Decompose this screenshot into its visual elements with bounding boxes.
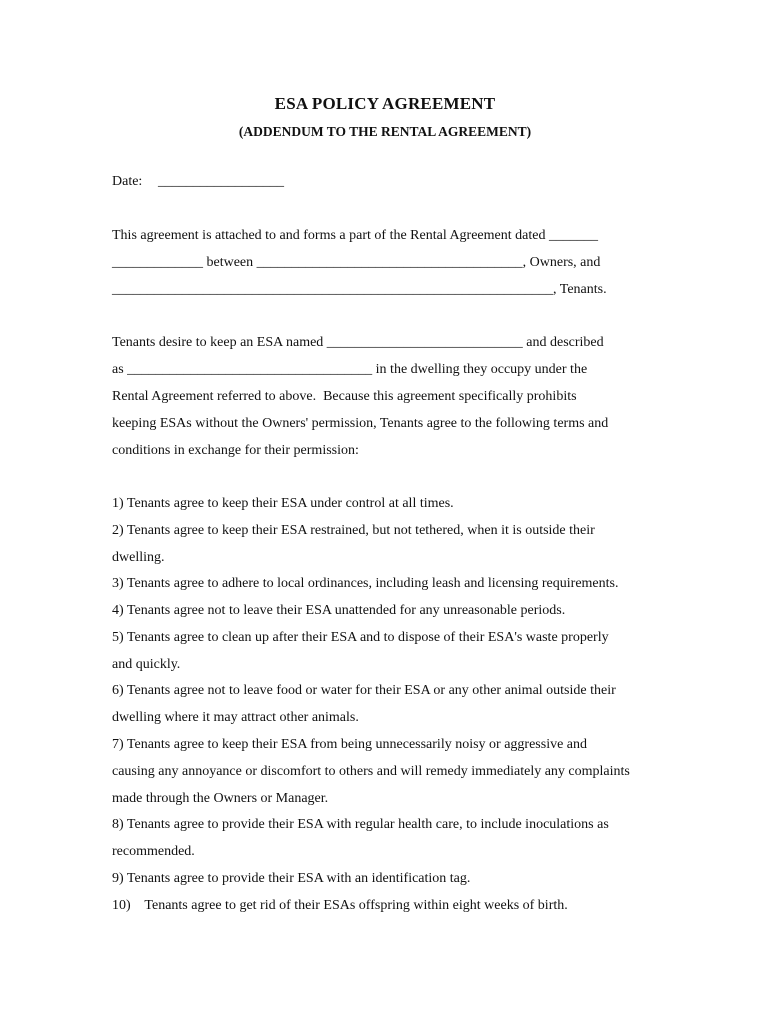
term-line: and quickly.: [112, 657, 181, 672]
term-line: dwelling.: [112, 550, 165, 565]
desire-line: Rental Agreement referred to above. Because this agreement specifically prohibits: [112, 389, 577, 404]
term-line: recommended.: [112, 844, 195, 859]
desire-line: keeping ESAs without the Owners' permission, Tenants agree to the following terms and: [112, 416, 609, 431]
term-line: causing any annoyance or discomfort to others and will remedy immediately any complaints: [112, 764, 630, 779]
term-line: 5) Tenants agree to clean up after their ESA and to dispose of their ESA's waste properly: [112, 630, 609, 645]
intro-line: _______________________________________________________________, Tenants.: [112, 282, 607, 297]
desire-line: Tenants desire to keep an ESA named ____________________________ and described: [112, 335, 604, 350]
date-label: Date:: [112, 174, 143, 189]
term-line: 4) Tenants agree not to leave their ESA unattended for any unreasonable periods.: [112, 603, 566, 618]
intro-line: This agreement is attached to and forms a part of the Rental Agreement dated _______: [112, 228, 598, 243]
term-line: 7) Tenants agree to keep their ESA from being unnecessarily noisy or aggressive and: [112, 737, 588, 752]
term-line: dwelling where it may attract other animals.: [112, 710, 359, 725]
term-line: 2) Tenants agree to keep their ESA restrained, but not tethered, when it is outside their: [112, 523, 595, 538]
document-subtitle: (ADDENDUM TO THE RENTAL AGREEMENT): [238, 124, 532, 139]
document-title: ESA POLICY AGREEMENT: [274, 94, 496, 113]
term-line: 1) Tenants agree to keep their ESA under control at all times.: [112, 496, 454, 511]
date-blank-field: __________________: [158, 174, 284, 189]
term-line: 8) Tenants agree to provide their ESA with regular health care, to include inoculations as: [112, 817, 609, 832]
term-line: 6) Tenants agree not to leave food or water for their ESA or any other animal outside their: [112, 683, 616, 698]
term-line: 10) Tenants agree to get rid of their ESAs offspring within eight weeks of birth.: [112, 898, 568, 913]
term-line: 3) Tenants agree to adhere to local ordinances, including leash and licensing requirements.: [112, 576, 619, 591]
intro-line: _____________ between ______________________________________, Owners, and: [112, 255, 601, 270]
desire-line: conditions in exchange for their permission:: [112, 443, 359, 458]
term-line: made through the Owners or Manager.: [112, 791, 329, 806]
desire-line: as ___________________________________ in the dwelling they occupy under the: [112, 362, 588, 377]
term-line: 9) Tenants agree to provide their ESA with an identification tag.: [112, 871, 471, 886]
